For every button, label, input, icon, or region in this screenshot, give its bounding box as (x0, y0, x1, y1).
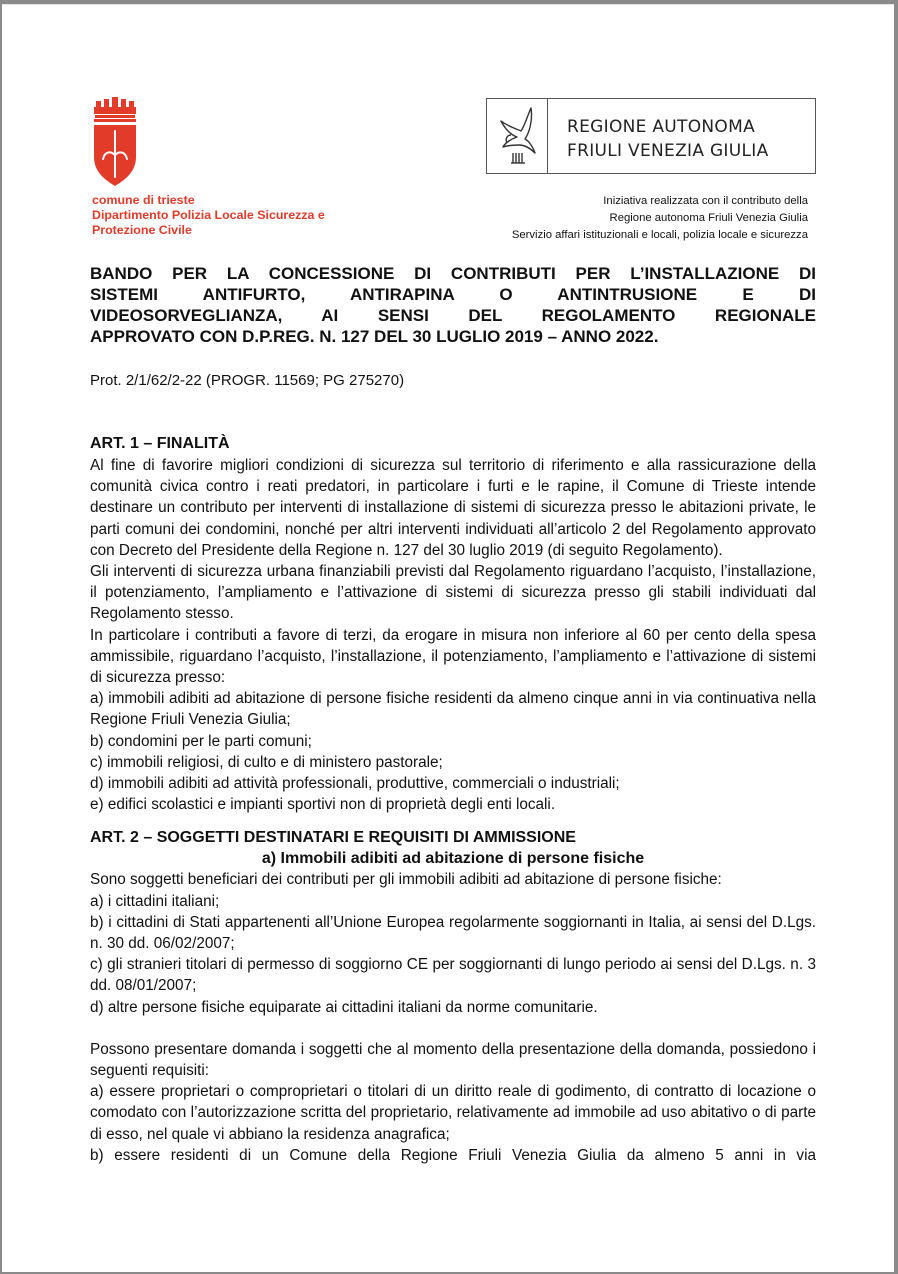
region-line-1: REGIONE AUTONOMA (567, 117, 756, 137)
beneficiary-c: c) gli stranieri titolari di permesso di soggiorno CE per soggiornanti di lungo periodo ai sensi del D.Lgs. n. 3 dd. 08/01/2007; (90, 956, 816, 995)
art1-item-e: e) edifici scolastici e impianti sportivi non di proprietà degli enti locali. (90, 796, 556, 814)
regione-name (567, 115, 769, 163)
region-line-2: FRIULI VENEZIA GIULIA (567, 141, 769, 161)
art1-item-a: a) immobili adibiti ad abitazione di persone fisiche residenti da almeno cinque anni in via continuativa nella Regione Friuli Venezia Giulia; (90, 690, 816, 729)
art2-heading: ART. 2 – SOGGETTI DESTINATARI E REQUISITI DI AMMISSIONE (90, 829, 576, 847)
art1-paragraph-3: In particolare i contributi a favore di terzi, da erogare in misura non inferiore al 60 per cento della spesa ammissibile, riguardano l’acquisto, l’installazione, il potenziamento, l’ampliamento e l’attivazione di sistemi di sicurezza presso: (90, 626, 816, 687)
beneficiary-d: d) altre persone fisiche equiparate ai cittadini italiani da norme comunitarie. (90, 998, 598, 1016)
art1-item-c: c) immobili religiosi, di culto e di ministero pastorale; (90, 753, 443, 771)
document-body (90, 433, 816, 1166)
art2-intro: Sono soggetti beneficiari dei contributi per gli immobili adibiti ad abitazione di persone fisiche: (90, 871, 722, 889)
requirement-b: b) essere residenti di un Comune della Regione Friuli Venezia Giulia da almeno 5 anni in via (90, 1146, 816, 1164)
eagle-icon (495, 105, 539, 167)
spacer (90, 815, 816, 827)
title-line-2: SISTEMI ANTIFURTO, ANTIRAPINA O ANTINTRUSIONE E DI (90, 285, 816, 304)
art1-paragraph-1: Al fine di favorire migliori condizioni di sicurezza sul territorio di riferimento e alla rassicurazione della comunità civica contro i reati predatori, in particolare i furti e le rapine, il Comune di Trieste intende destinare un contributo per interventi di installazione di sistemi di sicurezza presso le abitazioni private, le parti comuni dei condomini, nonché per altri interventi individuati all’articolo 2 del Regolamento approvato con Decreto del Presidente della Regione n. 127 del 30 luglio 2019 (di seguito Regolamento). (90, 457, 816, 559)
title-line-1: BANDO PER LA CONCESSIONE DI CONTRIBUTI PER L’INSTALLAZIONE DI (90, 264, 816, 283)
title-line-4: APPROVATO CON D.P.REG. N. 127 DEL 30 LUGLIO 2019 – ANNO 2022. (90, 327, 659, 346)
credit-line-3: Servizio affari istituzionali e locali, polizia locale e sicurezza (511, 229, 808, 241)
requirements-intro: Possono presentare domanda i soggetti che al momento della presentazione della domanda, possiedono i seguenti requisiti: (90, 1040, 816, 1080)
org-line-3: Protezione Civile (92, 223, 192, 237)
trieste-crest-icon (93, 95, 137, 187)
org-line-2: Dipartimento Polizia Locale Sicurezza e (92, 208, 325, 222)
art1-paragraph-2: Gli interventi di sicurezza urbana finanziabili previsti dal Regolamento riguardano l’acquisto, l’installazione, il potenziamento, l’ampliamento e l’attivazione di sistemi di sicurezza presso gli stabili individuati dal Regolamento stesso. (90, 563, 816, 623)
funding-credit (512, 193, 808, 244)
eagle-cell (487, 99, 548, 173)
requirement-a: a) essere proprietari o comproprietari o titolari di un diritto reale di godimento, di contratto di locazione o comodato con l’autorizzazione scritta del proprietario, relativamente ad immobile ad uso abitativo o di parte di esso, nel quale vi abbiano la residenza anagrafica; (90, 1083, 816, 1143)
beneficiary-b: b) i cittadini di Stati appartenenti all’Unione Europea regolarmente soggiornanti in Italia, ai sensi del D.Lgs. n. 30 dd. 06/02/2007; (90, 913, 816, 953)
beneficiary-a: a) i cittadini italiani; (90, 892, 220, 910)
art1-heading: ART. 1 – FINALITÀ (90, 435, 230, 452)
comune-logo (92, 95, 137, 187)
spacer (90, 1018, 816, 1039)
art1-item-b: b) condomini per le parti comuni; (90, 732, 312, 750)
art1-item-d: d) immobili adibiti ad attività professionali, produttive, commerciali o industriali; (90, 775, 620, 793)
document-page (2, 4, 894, 1272)
protocol-number: Prot. 2/1/62/2-22 (PROGR. 11569; PG 275270) (90, 372, 405, 389)
art2-subheading: a) Immobili adibiti ad abitazione di persone fisiche (261, 850, 645, 868)
org-line-1: comune di trieste (92, 193, 195, 207)
document-title (90, 263, 816, 347)
credit-line-2: Regione autonoma Friuli Venezia Giulia (609, 212, 808, 224)
title-line-3: VIDEOSORVEGLIANZA, AI SENSI DEL REGOLAMENTO REGIONALE (90, 306, 816, 325)
credit-line-1: Iniziativa realizzata con il contributo della (603, 195, 808, 207)
comune-org-name (92, 193, 325, 238)
regione-logo-box (486, 98, 816, 174)
